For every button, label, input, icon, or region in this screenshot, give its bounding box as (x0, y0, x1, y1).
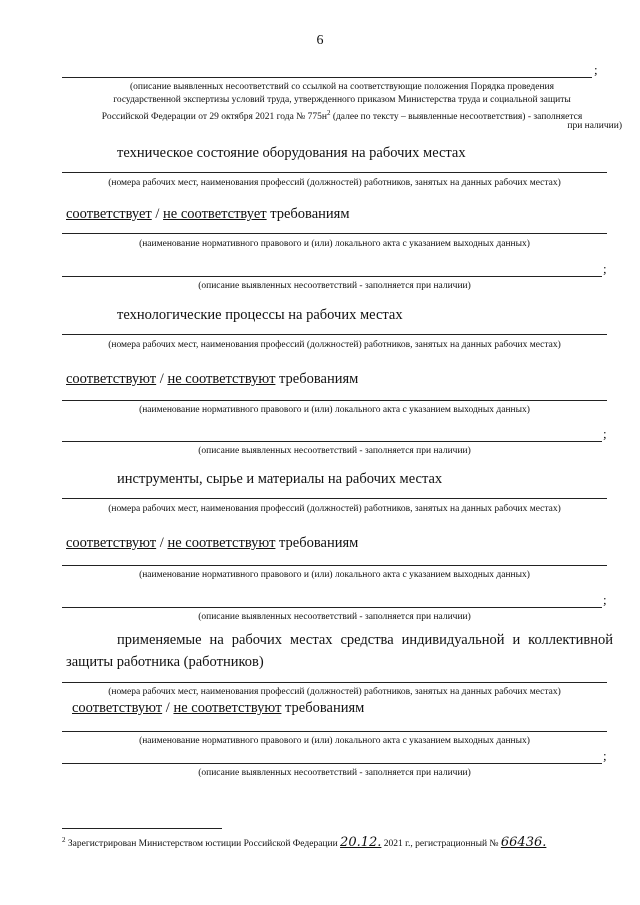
section2-status-yes[interactable]: соответствуют (66, 371, 157, 387)
section4-act-line[interactable] (62, 731, 607, 732)
section2-nonconformity-caption: (описание выявленных несоответствий - заполняется при наличии) (198, 446, 471, 456)
section4-status-no[interactable]: не соответствуют (173, 700, 282, 716)
footnote-marker: 2 (62, 835, 66, 844)
section2-heading: технологические процессы на рабочих местах (117, 307, 403, 323)
section3-status-yes[interactable]: соответствуют (66, 535, 157, 551)
section2-act-caption: (наименование нормативного правового и (или) локального акта с указанием выходных данных) (139, 405, 530, 415)
intro-footnote-ref: 2 (326, 109, 331, 117)
section1-status-slash: / (151, 206, 164, 222)
footnote-number-handwritten: 66436. (500, 835, 547, 850)
section4-heading-line1-text: применяемые на рабочих местах средства индивидуальной и коллективной (117, 632, 613, 648)
section3-status (66, 535, 358, 552)
section4-workplaces-caption: (номера рабочих мест, наименования профессий (должностей) работников, занятых на данных рабочих местах) (108, 687, 561, 697)
section4-status-slash: / (162, 700, 174, 716)
section4-heading-line1 (117, 632, 613, 649)
section1-act-caption: (наименование нормативного правового и (или) локального акта с указанием выходных данных) (139, 239, 530, 249)
section2-workplaces-line[interactable] (62, 334, 607, 335)
section1-workplaces-caption: (номера рабочих мест, наименования профессий (должностей) работников, занятых на данных рабочих местах) (108, 178, 561, 188)
section3-nonconformity-caption: (описание выявленных несоответствий - заполняется при наличии) (198, 612, 471, 622)
section1-nonconformity-caption: (описание выявленных несоответствий - заполняется при наличии) (198, 281, 471, 291)
footnote-text-b: 2021 г., регистрационный № (381, 839, 501, 849)
section3-semicolon: ; (603, 592, 607, 607)
section1-heading: техническое состояние оборудования на рабочих местах (117, 145, 466, 161)
section4-act-caption: (наименование нормативного правового и (или) локального акта с указанием выходных данных) (139, 736, 530, 746)
section1-status-no[interactable]: не соответствует (163, 206, 267, 222)
section4-nonconformity-caption: (описание выявленных несоответствий - заполняется при наличии) (198, 768, 471, 778)
section2-nonconformity-line[interactable] (62, 441, 602, 442)
section3-nonconformity-line[interactable] (62, 607, 602, 608)
intro-semicolon: ; (594, 62, 598, 77)
intro-caption-line3-b: (далее по тексту – выявленные несоответствия) - заполняется (330, 112, 583, 123)
section1-nonconformity-line[interactable] (62, 276, 602, 277)
section3-heading: инструменты, сырье и материалы на рабочих местах (117, 471, 443, 487)
section3-requirements: требованиям (275, 535, 359, 551)
section2-semicolon: ; (603, 426, 607, 441)
section4-semicolon: ; (603, 748, 607, 763)
section2-status-no[interactable]: не соответствуют (167, 371, 276, 387)
section4-status-yes[interactable]: соответствуют (72, 700, 163, 716)
section4-heading-line2: защиты работника (работников) (66, 654, 264, 670)
section3-act-line[interactable] (62, 565, 607, 566)
section3-status-no[interactable]: не соответствуют (167, 535, 276, 551)
section4-requirements: требованиям (281, 700, 365, 716)
section1-status (66, 206, 350, 223)
section1-status-yes[interactable]: соответствует (66, 206, 152, 222)
section1-semicolon: ; (603, 261, 607, 276)
section3-workplaces-caption: (номера рабочих мест, наименования профессий (должностей) работников, занятых на данных рабочих местах) (108, 504, 561, 514)
footnote (62, 835, 546, 850)
section4-workplaces-line[interactable] (62, 682, 607, 683)
section2-workplaces-caption: (номера рабочих мест, наименования профессий (должностей) работников, занятых на данных рабочих местах) (108, 340, 561, 350)
footnote-text-a: Зарегистрирован Министерством юстиции Российской Федерации (65, 839, 341, 849)
intro-fill-line[interactable] (62, 77, 592, 78)
intro-caption-line1: (описание выявленных несоответствий со ссылкой на соответствующие положения Порядка проведения (129, 82, 554, 92)
section3-status-slash: / (156, 535, 168, 551)
intro-caption-line4: при наличии) (567, 121, 622, 131)
section4-nonconformity-line[interactable] (62, 763, 602, 764)
section2-act-line[interactable] (62, 400, 607, 401)
section2-status-slash: / (156, 371, 168, 387)
footnote-separator (62, 828, 222, 829)
section2-requirements: требованиям (275, 371, 359, 387)
section3-workplaces-line[interactable] (62, 498, 607, 499)
section2-status (66, 371, 358, 388)
footnote-date-handwritten: 20.12. (340, 835, 382, 850)
intro-caption-line3-a: Российской Федерации от 29 октября 2021 года № 775н (101, 112, 327, 123)
section4-status (72, 700, 364, 717)
section1-requirements: требованиям (266, 206, 350, 222)
section3-act-caption: (наименование нормативного правового и (или) локального акта с указанием выходных данных) (139, 570, 530, 580)
section1-workplaces-line[interactable] (62, 172, 607, 173)
page-number: 6 (316, 33, 324, 48)
intro-caption-line2: государственной экспертизы условий труда, утвержденного приказом Министерства труда и социальной защиты (113, 95, 571, 105)
section1-act-line[interactable] (62, 233, 607, 234)
